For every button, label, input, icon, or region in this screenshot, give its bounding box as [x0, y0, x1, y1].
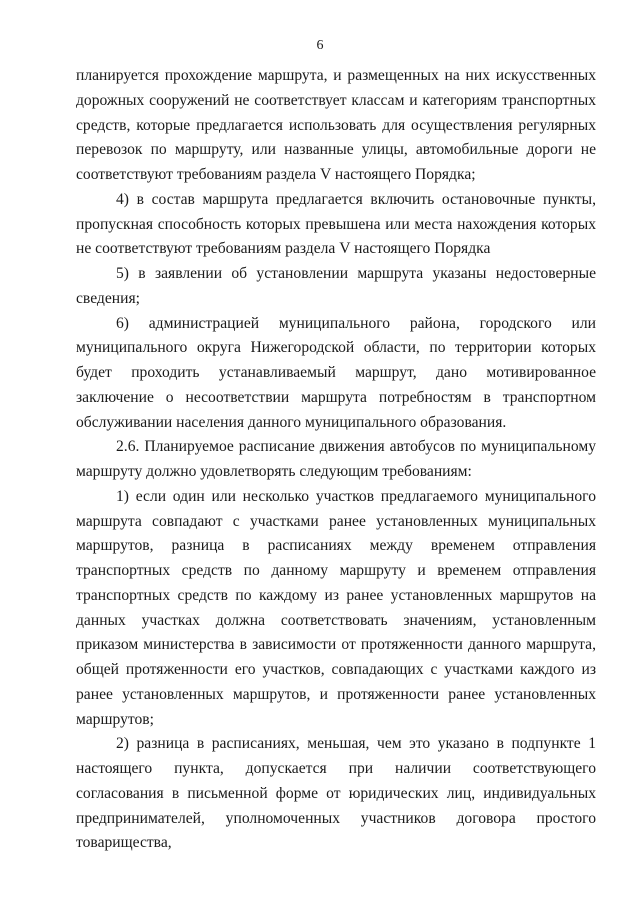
paragraph-subitem-2: 2) разница в расписаниях, меньшая, чем это указано в подпункте 1 настоящего пункта, допускается при наличии соответствующего согласования в письменной форме от юридических лиц, индивидуальных предпринимателей, уполномоченных участников договора простого товарищества, [76, 735, 596, 852]
paragraph-section-2-6: 2.6. Планируемое расписание движения автобусов по муниципальному маршруту должно удовлетворять следующим требованиям: [76, 438, 596, 480]
paragraph-subitem-1: 1) если один или несколько участков предлагаемого муниципального маршрута совпадают с участками ранее установленных муниципальных маршрутов, разница в расписаниях между временем отправления транспортных средств по данному маршруту и временем отправления транспортных средств по каждому из ранее установленных маршрутов на данных участках должна соответствовать значениям, установленным приказом министерства в зависимости от протяженности данного маршрута, общей протяженности его участков, совпадающих с участками каждого из ранее установленных маршрутов, и протяженности ранее установленных маршрутов; [76, 487, 596, 728]
paragraph-item-4: 4) в состав маршрута предлагается включить остановочные пункты, пропускная способность которых превышена или места нахождения которых не соответствуют требованиям раздела V настоящего Порядка [76, 190, 596, 258]
document-body [76, 64, 596, 856]
page-number: 6 [316, 38, 324, 53]
paragraph-continuation: планируется прохождение маршрута, и размещенных на них искусственных дорожных сооружений не соответствует классам и категориям транспортных средств, которые предлагается использовать для осуществления регулярных перевозок по маршруту, или названные улицы, автомобильные дороги не соответствуют требованиям раздела V настоящего Порядка; [76, 67, 596, 183]
paragraph-item-5: 5) в заявлении об установлении маршрута указаны недостоверные сведения; [76, 265, 596, 307]
paragraph-item-6: 6) администрацией муниципального района, городского или муниципального округа Нижегородской области, по территории которых будет проходить устанавливаемый маршрут, дано мотивированное заключение о несоответствии маршрута потребностям в транспортном обслуживании населения данного муниципального образования. [76, 314, 596, 431]
